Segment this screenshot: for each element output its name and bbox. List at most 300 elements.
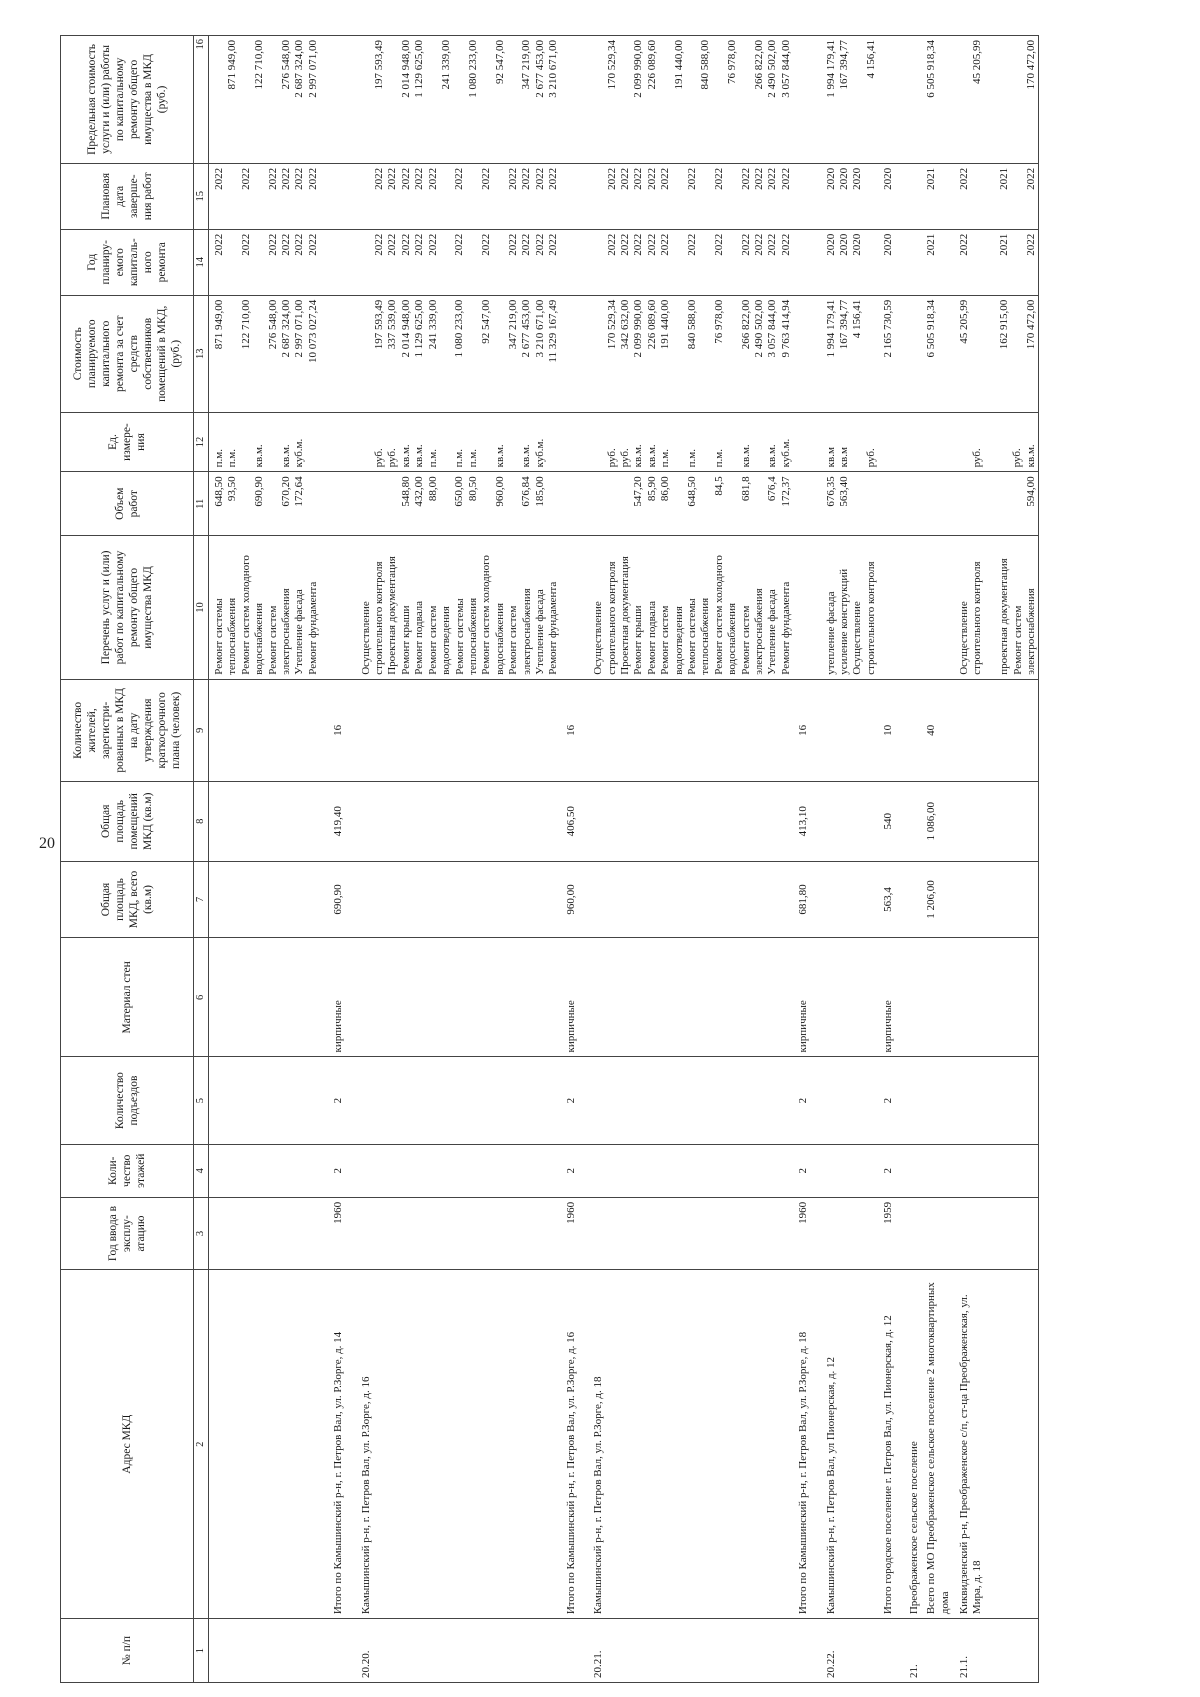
repair-cost-line: 191 440,00 xyxy=(659,299,672,350)
row-number: 20.21. xyxy=(592,1650,605,1678)
entrances: 2 xyxy=(882,1097,895,1104)
max-cost-line: 2 677 453,00 xyxy=(533,40,546,98)
max-cost-cell xyxy=(561,36,586,164)
works-list-line: водоотведения xyxy=(440,606,453,675)
repair-year-line: 2022 xyxy=(386,233,399,256)
repair-year-line: 2022 xyxy=(752,233,765,256)
entrances-cell xyxy=(921,1057,952,1144)
works-list-cell xyxy=(328,536,353,680)
repair-year-line xyxy=(699,234,712,291)
row-number-cell xyxy=(921,1619,952,1683)
work-volume-cell xyxy=(793,472,818,536)
row-number-cell xyxy=(561,1619,586,1683)
completion-date-line: 2020 xyxy=(824,167,837,190)
works-list-line: Ремонт систем xyxy=(507,605,520,675)
repair-cost-line: 6 505 918,34 xyxy=(925,299,938,358)
repair-cost-line: 2 490 502,00 xyxy=(752,299,765,358)
column-number-5: 5 xyxy=(194,1057,209,1144)
work-volume-line: 88,00 xyxy=(426,476,439,502)
repair-cost-line: 871 949,00 xyxy=(213,299,226,350)
completion-date-line: 2022 xyxy=(766,167,779,190)
max-cost-line: 276 548,00 xyxy=(280,40,293,90)
work-volume-line xyxy=(386,476,399,531)
works-list-line: водоснабжения xyxy=(726,602,739,675)
work-volume-line xyxy=(699,476,712,531)
unit-line xyxy=(699,417,712,468)
repair-year-line: 2022 xyxy=(605,233,618,256)
floors-cell xyxy=(561,1144,586,1197)
work-volume-line: 85,90 xyxy=(645,476,658,502)
floors-cell xyxy=(354,1144,561,1197)
repair-year-line xyxy=(985,234,998,291)
completion-date-cell xyxy=(819,163,879,229)
completion-date-line: 2022 xyxy=(632,167,645,190)
works-list-line: электроснабжения xyxy=(753,588,766,675)
address: Киквидзенский р-н, Преображенское с/п, ст-ца Преображенская, ул. Мира, д. 18 xyxy=(957,1294,984,1615)
repair-cost-line: 10 073 027,24 xyxy=(306,299,319,363)
repair-year-line: 2022 xyxy=(453,233,466,256)
max-cost-line: 1 080 233,00 xyxy=(466,40,479,98)
entrances: 2 xyxy=(797,1097,810,1104)
year-built-cell xyxy=(561,1197,586,1269)
works-list-line: Ремонт систем xyxy=(266,605,279,675)
residents-cell xyxy=(586,679,793,781)
column-number-11: 11 xyxy=(194,472,209,536)
completion-date-line: 2022 xyxy=(739,167,752,190)
work-volume-line: 650,00 xyxy=(453,476,466,507)
total-area-cell xyxy=(209,861,329,938)
works-list-line: Ремонт систем xyxy=(739,605,752,675)
repair-year-line xyxy=(673,234,686,291)
max-cost-line xyxy=(267,40,280,159)
works-list-line: Ремонт крыши xyxy=(399,605,412,675)
table-row xyxy=(952,36,1039,1683)
address: Камышинский р-н, г. Петров Вал, ул Пионерская, д. 12 xyxy=(824,1356,837,1615)
max-cost-line: 226 089,60 xyxy=(645,40,658,90)
row-number: 20.20. xyxy=(359,1650,372,1678)
premises-area-cell xyxy=(878,781,903,861)
premises-area: 1 086,00 xyxy=(925,802,938,841)
premises-area: 540 xyxy=(882,813,895,830)
work-volume-line: 648,50 xyxy=(685,476,698,507)
unit-cell xyxy=(878,412,903,472)
completion-date-line: 2022 xyxy=(306,167,319,190)
work-volume-line: 676,84 xyxy=(520,476,533,507)
unit-line xyxy=(480,417,493,468)
completion-date-line: 2022 xyxy=(957,167,970,190)
repair-year-cell xyxy=(819,229,879,295)
max-cost-line: 2 687 324,00 xyxy=(293,40,306,98)
unit-line: кв.м. xyxy=(253,444,266,468)
year-built-cell xyxy=(878,1197,903,1269)
repair-cost-line: 9 763 414,94 xyxy=(779,299,792,358)
year-built: 1960 xyxy=(564,1201,577,1224)
works-list-line: строительного контроля xyxy=(971,561,984,675)
work-volume-line xyxy=(998,476,1011,531)
floors-cell xyxy=(793,1144,818,1197)
repair-year-line: 2022 xyxy=(766,233,779,256)
residents: 16 xyxy=(332,724,345,736)
works-list-line: Ремонт фундамента xyxy=(547,581,560,675)
completion-date-line: 2022 xyxy=(239,167,252,190)
repair-cost-line xyxy=(726,300,739,408)
max-cost-line: 197 593,49 xyxy=(373,40,386,90)
work-volume-line: 185,00 xyxy=(533,476,546,507)
unit-line xyxy=(726,417,739,468)
completion-date-line xyxy=(726,168,739,225)
address-cell xyxy=(819,1270,879,1619)
works-list-line: Проектная документация xyxy=(386,556,399,675)
max-cost-line xyxy=(659,40,672,159)
max-cost-line xyxy=(386,40,399,159)
completion-date-cell xyxy=(328,163,353,229)
completion-date-line: 2022 xyxy=(547,167,560,190)
column-number-6: 6 xyxy=(194,938,209,1057)
total-area-cell xyxy=(878,861,903,938)
column-header-5: Количество подъездов xyxy=(61,1057,194,1144)
unit-line: п.м. xyxy=(213,448,226,468)
works-list-line: водоотведения xyxy=(672,606,685,675)
repair-year-cell xyxy=(586,229,793,295)
unit-cell xyxy=(561,412,586,472)
work-volume-line xyxy=(958,476,971,531)
work-volume-line xyxy=(673,476,686,531)
column-header-9: Количество жителей, зарегистри-рованных в МКД на дату утверждения краткосрочного плана (человек) xyxy=(61,679,194,781)
completion-date-line: 2022 xyxy=(507,167,520,190)
work-volume-line xyxy=(619,476,632,531)
completion-date-cell xyxy=(586,163,793,229)
floors: 2 xyxy=(332,1168,345,1174)
wall-material-cell xyxy=(819,938,879,1057)
entrances-cell xyxy=(793,1057,818,1144)
column-header-12: Ед. измере-ния xyxy=(61,412,194,472)
residents-cell xyxy=(904,679,921,781)
unit-line: руб. xyxy=(373,448,386,468)
max-cost-line: 4 156,41 xyxy=(864,40,877,79)
work-volume-line xyxy=(240,476,253,531)
wall-material: кирпичные xyxy=(332,1000,345,1053)
repair-cost-cell xyxy=(209,295,329,412)
max-cost-cell xyxy=(793,36,818,164)
completion-date-line xyxy=(226,168,239,225)
entrances: 2 xyxy=(564,1097,577,1104)
completion-date-line xyxy=(971,168,984,225)
completion-date-line: 2022 xyxy=(266,167,279,190)
repair-cost-line xyxy=(1012,300,1025,408)
repair-cost-cell xyxy=(561,295,586,412)
max-cost-line: 45 205,99 xyxy=(971,40,984,84)
completion-date-cell xyxy=(878,163,903,229)
works-list-cell xyxy=(904,536,921,680)
unit-cell xyxy=(819,412,879,472)
total-area-cell xyxy=(328,861,353,938)
column-number-1: 1 xyxy=(194,1619,209,1683)
column-header-1: № п/п xyxy=(61,1619,194,1683)
completion-date-line xyxy=(440,168,453,225)
wall-material-cell xyxy=(354,938,561,1057)
repair-year-line: 2022 xyxy=(213,233,226,256)
column-number-9: 9 xyxy=(194,679,209,781)
max-cost-cell xyxy=(328,36,353,164)
work-volume-line xyxy=(373,476,386,531)
repair-cost-cell xyxy=(904,295,921,412)
unit-cell xyxy=(586,412,793,472)
column-header-3: Год ввода в эксплу-атацию xyxy=(61,1197,194,1269)
unit-line: кв.м. xyxy=(739,444,752,468)
unit-cell xyxy=(328,412,353,472)
header-row xyxy=(61,36,194,1683)
completion-date-line: 2022 xyxy=(520,167,533,190)
work-volume-line: 84,5 xyxy=(712,476,725,496)
repair-cost-line xyxy=(360,300,373,408)
year-built-cell xyxy=(904,1197,921,1269)
unit-line xyxy=(673,417,686,468)
column-header-4: Коли-чество этажей xyxy=(61,1144,194,1197)
total-area-cell xyxy=(952,861,1039,938)
repair-cost-line: 167 394,77 xyxy=(838,299,851,350)
work-volume-line: 594,00 xyxy=(1024,476,1037,507)
wall-material-cell xyxy=(921,938,952,1057)
repair-year-line: 2022 xyxy=(659,233,672,256)
work-volume-line: 172,37 xyxy=(779,476,792,507)
rotated-page xyxy=(60,35,1180,1683)
repair-cost-line: 92 547,00 xyxy=(480,299,493,344)
column-header-14: Год планиру-емого капиталь-ного ремонта xyxy=(61,229,194,295)
row-number-cell xyxy=(952,1619,1039,1683)
repair-cost-line: 347 219,00 xyxy=(507,299,520,350)
repair-cost-line xyxy=(985,300,998,408)
year-built: 1960 xyxy=(332,1201,345,1224)
work-volume-line: 172,64 xyxy=(293,476,306,507)
unit-line: п.м. xyxy=(426,448,439,468)
wall-material-cell xyxy=(878,938,903,1057)
works-list-cell xyxy=(952,536,1039,680)
works-list-line: теплоснабжения xyxy=(466,597,479,675)
repair-cost-line xyxy=(673,300,686,408)
works-list-line: строительного контроля xyxy=(373,561,386,675)
repair-year-line xyxy=(360,234,373,291)
column-header-13: Стоимость планируемого капитального ремонта за счет средств собственников помещений в МКД, (руб.) xyxy=(61,295,194,412)
repair-year-line: 2020 xyxy=(851,233,864,256)
total-area: 690,90 xyxy=(332,884,345,915)
works-list-line: Ремонт фундамента xyxy=(779,581,792,675)
work-volume-line xyxy=(851,476,864,531)
premises-area: 413,10 xyxy=(797,806,810,837)
work-volume-line: 690,90 xyxy=(253,476,266,507)
max-cost-line xyxy=(360,40,373,159)
address-cell xyxy=(952,1270,1039,1619)
column-header-7: Общая площадь МКД, всего (кв.м) xyxy=(61,861,194,938)
residents-cell xyxy=(354,679,561,781)
max-cost-line xyxy=(686,40,699,159)
year-built-cell xyxy=(354,1197,561,1269)
works-list-line: Утепление фасада xyxy=(293,589,306,675)
table-row xyxy=(878,36,903,1683)
max-cost-line xyxy=(998,40,1011,159)
repair-cost-line: 2 014 948,00 xyxy=(399,299,412,358)
unit-line: п.м. xyxy=(712,448,725,468)
year-built-cell xyxy=(952,1197,1039,1269)
unit-line xyxy=(440,417,453,468)
repair-cost-cell xyxy=(819,295,879,412)
repair-cost-line xyxy=(865,300,878,408)
row-number-cell xyxy=(819,1619,879,1683)
work-volume-line xyxy=(865,476,878,531)
address-cell xyxy=(209,1270,329,1619)
works-list-cell xyxy=(209,536,329,680)
works-list-line: строительного контроля xyxy=(605,561,618,675)
max-cost-line: 840 588,00 xyxy=(699,40,712,90)
works-list-line: водоснабжения xyxy=(253,602,266,675)
works-list-line: Утепление фасада xyxy=(533,589,546,675)
entrances: 2 xyxy=(332,1097,345,1104)
works-list-cell xyxy=(793,536,818,680)
row-number-cell xyxy=(328,1619,353,1683)
unit-line xyxy=(985,417,998,468)
premises-area-cell xyxy=(952,781,1039,861)
address: Итого по Камышинский р-н, г. Петров Вал, ул. Р.Зорге, д. 18 xyxy=(797,1331,810,1615)
max-cost-line xyxy=(851,40,864,159)
repair-cost-line: 1 080 233,00 xyxy=(453,299,466,358)
completion-date-line xyxy=(253,168,266,225)
row-number: 20.22. xyxy=(824,1650,837,1678)
completion-date-cell xyxy=(952,163,1039,229)
repair-cost-line: 3 057 844,00 xyxy=(766,299,779,358)
repair-year-line xyxy=(726,234,739,291)
max-cost-line xyxy=(213,40,226,159)
completion-date-line: 2022 xyxy=(1024,167,1037,190)
column-header-2: Адрес МКД xyxy=(61,1270,194,1619)
repair-year-line: 2022 xyxy=(547,233,560,256)
repair-year-line: 2020 xyxy=(882,233,895,256)
max-cost-line xyxy=(507,40,520,159)
completion-date-line: 2021 xyxy=(998,167,1011,190)
repair-cost-line: 3 210 671,00 xyxy=(533,299,546,358)
repair-year-line xyxy=(226,234,239,291)
unit-line: кв.м xyxy=(838,447,851,468)
completion-date-line: 2022 xyxy=(659,167,672,190)
repair-year-line: 2022 xyxy=(293,233,306,256)
max-cost-line: 347 219,00 xyxy=(520,40,533,90)
column-number-16: 16 xyxy=(194,36,209,164)
wall-material-cell xyxy=(952,938,1039,1057)
total-area: 681,80 xyxy=(797,884,810,915)
repair-cost-line: 840 588,00 xyxy=(685,299,698,350)
completion-date-line: 2022 xyxy=(373,167,386,190)
row-number-cell xyxy=(586,1619,793,1683)
unit-line xyxy=(592,417,605,468)
works-list-cell xyxy=(586,536,793,680)
total-area-cell xyxy=(904,861,921,938)
completion-date-line: 2022 xyxy=(453,167,466,190)
premises-area-cell xyxy=(904,781,921,861)
completion-date-line xyxy=(865,168,878,225)
repair-cost-line: 226 089,60 xyxy=(645,299,658,350)
completion-date-line: 2022 xyxy=(685,167,698,190)
works-list-line: проектная документация xyxy=(998,558,1011,675)
repair-cost-line: 241 339,00 xyxy=(426,299,439,350)
work-volume-cell xyxy=(819,472,879,536)
table-row xyxy=(904,36,921,1683)
max-cost-line: 1 994 179,41 xyxy=(824,40,837,98)
repair-plan-table xyxy=(60,35,1039,1683)
residents-cell xyxy=(878,679,903,781)
max-cost-cell xyxy=(354,36,561,164)
unit-line: руб. xyxy=(618,448,631,468)
unit-cell xyxy=(904,412,921,472)
table-row xyxy=(354,36,561,1683)
address: Итого по Камышинский р-н, г. Петров Вал, ул. Р.Зорге, д. 16 xyxy=(564,1331,577,1615)
entrances-cell xyxy=(878,1057,903,1144)
unit-line xyxy=(998,417,1011,468)
work-volume-line: 670,20 xyxy=(280,476,293,507)
repair-year-line: 2022 xyxy=(739,233,752,256)
unit-line xyxy=(753,417,766,468)
address: Всего по МО Преображенское сельское поселение 2 многоквартирных дома xyxy=(925,1282,951,1615)
floors-cell xyxy=(328,1144,353,1197)
max-cost-cell xyxy=(952,36,1039,164)
max-cost-line: 170 472,00 xyxy=(1024,40,1037,90)
work-volume-line: 548,80 xyxy=(399,476,412,507)
residents: 16 xyxy=(797,724,810,736)
completion-date-line xyxy=(494,168,507,225)
completion-date-cell xyxy=(904,163,921,229)
max-cost-line: 2 099 990,00 xyxy=(632,40,645,98)
max-cost-line: 241 339,00 xyxy=(440,40,453,90)
column-header-10: Перечень услуг и (или) работ по капитальному ремонту общего имущества МКД xyxy=(61,536,194,680)
floors: 2 xyxy=(882,1168,895,1174)
works-list-line: электроснабжения xyxy=(280,588,293,675)
unit-cell xyxy=(354,412,561,472)
works-list-line: Ремонт систем xyxy=(1011,605,1024,675)
repair-year-line xyxy=(1012,234,1025,291)
max-cost-line: 191 440,00 xyxy=(672,40,685,90)
wall-material: кирпичные xyxy=(797,1000,810,1053)
year-built-cell xyxy=(328,1197,353,1269)
unit-line: кв.м. xyxy=(413,444,426,468)
work-volume-line xyxy=(726,476,739,531)
repair-cost-line: 45 205,99 xyxy=(957,299,970,344)
max-cost-line: 76 978,00 xyxy=(726,40,739,84)
wall-material-cell xyxy=(561,938,586,1057)
total-area-cell xyxy=(819,861,879,938)
work-volume-cell xyxy=(921,472,952,536)
unit-line xyxy=(851,417,864,468)
max-cost-line: 167 394,77 xyxy=(838,40,851,90)
works-list-line: Осуществление xyxy=(957,601,970,675)
residents: 10 xyxy=(882,724,895,736)
work-volume-line xyxy=(985,476,998,531)
floors-cell xyxy=(921,1144,952,1197)
work-volume-cell xyxy=(328,472,353,536)
repair-year-line: 2021 xyxy=(998,233,1011,256)
entrances-cell xyxy=(209,1057,329,1144)
completion-date-line xyxy=(360,168,373,225)
work-volume-line xyxy=(507,476,520,531)
year-built-cell xyxy=(586,1197,793,1269)
repair-year-line xyxy=(865,234,878,291)
work-volume-line xyxy=(480,476,493,531)
address: Камышинский р-н, г. Петров Вал, ул. Р.Зорге, д. 16 xyxy=(359,1376,372,1615)
max-cost-cell xyxy=(904,36,921,164)
completion-date-line xyxy=(592,168,605,225)
unit-line: куб.м. xyxy=(533,438,546,468)
work-volume-line xyxy=(592,476,605,531)
completion-date-line: 2022 xyxy=(533,167,546,190)
repair-year-line: 2022 xyxy=(426,233,439,256)
work-volume-cell xyxy=(209,472,329,536)
work-volume-line xyxy=(753,476,766,531)
